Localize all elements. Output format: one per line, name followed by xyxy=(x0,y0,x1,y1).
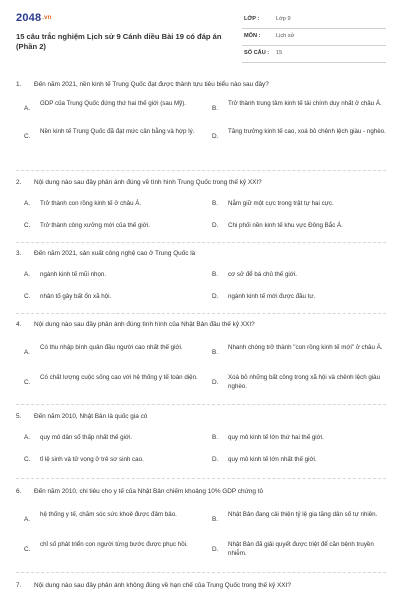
option-letter: C. xyxy=(24,456,31,463)
question-2 xyxy=(16,178,386,235)
question-stem xyxy=(16,581,386,590)
option-letter: A. xyxy=(24,349,31,356)
question-text: Đến năm 2010, Nhật Bản là quốc gia có xyxy=(34,413,148,420)
option-text: Trở thành trung tâm kinh tế tài chính duy nhất ở châu Á. xyxy=(228,100,382,107)
question-text: Nội dung nào sau đây phản ánh không đúng về hạn chế của Trung Quốc trong thế kỷ XXI? xyxy=(34,582,291,589)
question-7 xyxy=(16,581,386,590)
page-title: 15 câu trắc nghiệm Lịch sử 9 Cánh diều Bài 19 có đáp án (Phần 2) xyxy=(16,32,222,51)
question-divider xyxy=(16,313,386,314)
meta-value: Lớp 9 xyxy=(276,16,291,22)
option-letter: B. xyxy=(212,349,219,356)
meta-row-count xyxy=(242,46,386,63)
option-text: Chi phối nền kinh tế khu vực Đông Bắc Á. xyxy=(228,222,343,229)
question-divider xyxy=(16,478,386,479)
question-options xyxy=(16,266,386,306)
option-letter: D. xyxy=(212,293,219,300)
question-options xyxy=(16,429,386,469)
option-letter: A. xyxy=(24,200,31,207)
question-stem xyxy=(16,80,386,89)
option-text: Trở thành con rồng kinh tế ở châu Á. xyxy=(40,200,142,207)
option-text: Nhanh chóng trở thành "con rồng kinh tế mới" ở châu Á. xyxy=(228,344,383,351)
option-letter: C. xyxy=(24,379,31,386)
question-5 xyxy=(16,412,386,469)
question-text: Nội dung nào sau đây phản ánh đúng về tình hình Trung Quốc trong thế kỷ XXI? xyxy=(34,179,262,186)
question-text: Đến năm 2010, chi tiêu cho y tế của Nhật Bản chiếm khoảng 10% GDP chứng tỏ xyxy=(34,488,264,495)
option-letter: B. xyxy=(212,105,219,112)
meta-label: LỚP : xyxy=(244,16,260,22)
option-letter: D. xyxy=(212,379,219,386)
option-text: GDP của Trung Quốc đứng thứ hai thế giới (sau Mỹ). xyxy=(40,100,187,107)
question-number: 2. xyxy=(16,179,22,186)
option-text: quy mô kinh tế lớn thứ hai thế giới. xyxy=(228,434,324,441)
option-text: tỉ lệ sinh và tử vong ở trẻ sơ sinh cao. xyxy=(40,456,144,463)
logo-text: 2048 xyxy=(16,12,42,24)
question-options xyxy=(16,195,386,235)
question-divider xyxy=(16,170,386,171)
option-letter: B. xyxy=(212,434,219,441)
option-letter: A. xyxy=(24,516,31,523)
option-letter: D. xyxy=(212,133,219,140)
option-text: quy mô kinh tế lớn nhất thế giới. xyxy=(228,456,317,463)
question-options xyxy=(16,337,386,395)
option-letter: B. xyxy=(212,200,219,207)
question-stem xyxy=(16,487,386,496)
question-divider xyxy=(16,404,386,405)
option-text: cơ sở để bá chủ thế giới. xyxy=(228,271,297,278)
option-text: ngành kinh tế mũi nhọn. xyxy=(40,271,107,278)
option-letter: D. xyxy=(212,456,219,463)
option-letter: C. xyxy=(24,133,31,140)
option-text: Nhật Bản đã giải quyết được triệt để căn bệnh truyền nhiễm. xyxy=(228,541,374,557)
question-options xyxy=(16,504,386,564)
meta-row-subject xyxy=(242,29,386,46)
option-text: Nắm giữ một cực trong trật tự hai cực. xyxy=(228,200,334,207)
option-text: nhân tố gây bất ổn xã hội. xyxy=(40,293,112,300)
question-divider xyxy=(16,572,386,573)
site-logo[interactable] xyxy=(16,12,52,24)
option-letter: D. xyxy=(212,222,219,229)
meta-label: MÔN : xyxy=(244,33,261,39)
option-text: hệ thống y tế, chăm sóc sức khoẻ được đảm bảo. xyxy=(40,511,177,518)
question-3 xyxy=(16,249,386,306)
question-options xyxy=(16,97,386,151)
logo-suffix: .vn xyxy=(42,15,52,21)
worksheet-header xyxy=(16,12,386,60)
question-4 xyxy=(16,320,386,395)
option-text: Nền kinh tế Trung Quốc đã đạt mức cân bằng và hợp lý. xyxy=(40,128,195,135)
option-text: Tăng trưởng kinh tế cao, xoá bỏ chênh lệch giàu - nghèo. xyxy=(228,128,386,135)
question-stem xyxy=(16,320,386,329)
question-number: 1. xyxy=(16,81,22,88)
question-number: 6. xyxy=(16,488,22,495)
option-text: Có chất lượng cuộc sống cao với hệ thống y tế toàn diện. xyxy=(40,374,198,381)
option-letter: B. xyxy=(212,516,219,523)
option-text: Có thu nhập bình quân đầu người cao nhất thế giới. xyxy=(40,344,183,351)
question-text: Đến năm 2021, nền kinh tế Trung Quốc đạt được thành tựu tiêu biểu nào sau đây? xyxy=(34,81,269,88)
question-stem xyxy=(16,178,386,187)
question-1 xyxy=(16,80,386,151)
option-letter: D. xyxy=(212,546,219,553)
question-divider xyxy=(16,242,386,243)
question-number: 4. xyxy=(16,321,22,328)
question-number: 3. xyxy=(16,250,22,257)
option-letter: A. xyxy=(24,434,31,441)
option-text: Trở thành công xưởng mới của thế giới. xyxy=(40,222,150,229)
option-letter: A. xyxy=(24,271,31,278)
meta-label: SỐ CÂU : xyxy=(244,50,270,56)
option-text: ngành kinh tế mới được đầu tư. xyxy=(228,293,316,300)
option-text: quy mô dân số thấp nhất thế giới. xyxy=(40,434,133,441)
meta-row-grade xyxy=(242,12,386,29)
meta-value: Lịch sử xyxy=(276,33,295,39)
option-letter: B. xyxy=(212,271,219,278)
question-stem xyxy=(16,412,386,421)
option-letter: C. xyxy=(24,222,31,229)
option-letter: C. xyxy=(24,293,31,300)
option-letter: A. xyxy=(24,105,31,112)
question-6 xyxy=(16,487,386,564)
option-text: Nhật Bản đang cải thiện tỷ lệ gia tăng dân số tự nhiên. xyxy=(228,511,378,518)
question-number: 7. xyxy=(16,582,22,589)
option-text: chỉ số phát triển con người từng bước được phục hồi. xyxy=(40,541,188,548)
option-letter: C. xyxy=(24,546,31,553)
meta-table xyxy=(242,12,386,63)
question-text: Nội dung nào sau đây phản ánh đúng tình hình của Nhật Bản đầu thế kỷ XXI? xyxy=(34,321,255,328)
question-stem xyxy=(16,249,386,258)
meta-value: 15 xyxy=(276,50,283,56)
question-text: Đến năm 2021, sản xuất công nghệ cao ở Trung Quốc là xyxy=(34,250,196,257)
question-number: 5. xyxy=(16,413,22,420)
option-text: Xoá bỏ những bất công trong xã hội và chênh lệch giàu nghèo. xyxy=(228,374,381,390)
